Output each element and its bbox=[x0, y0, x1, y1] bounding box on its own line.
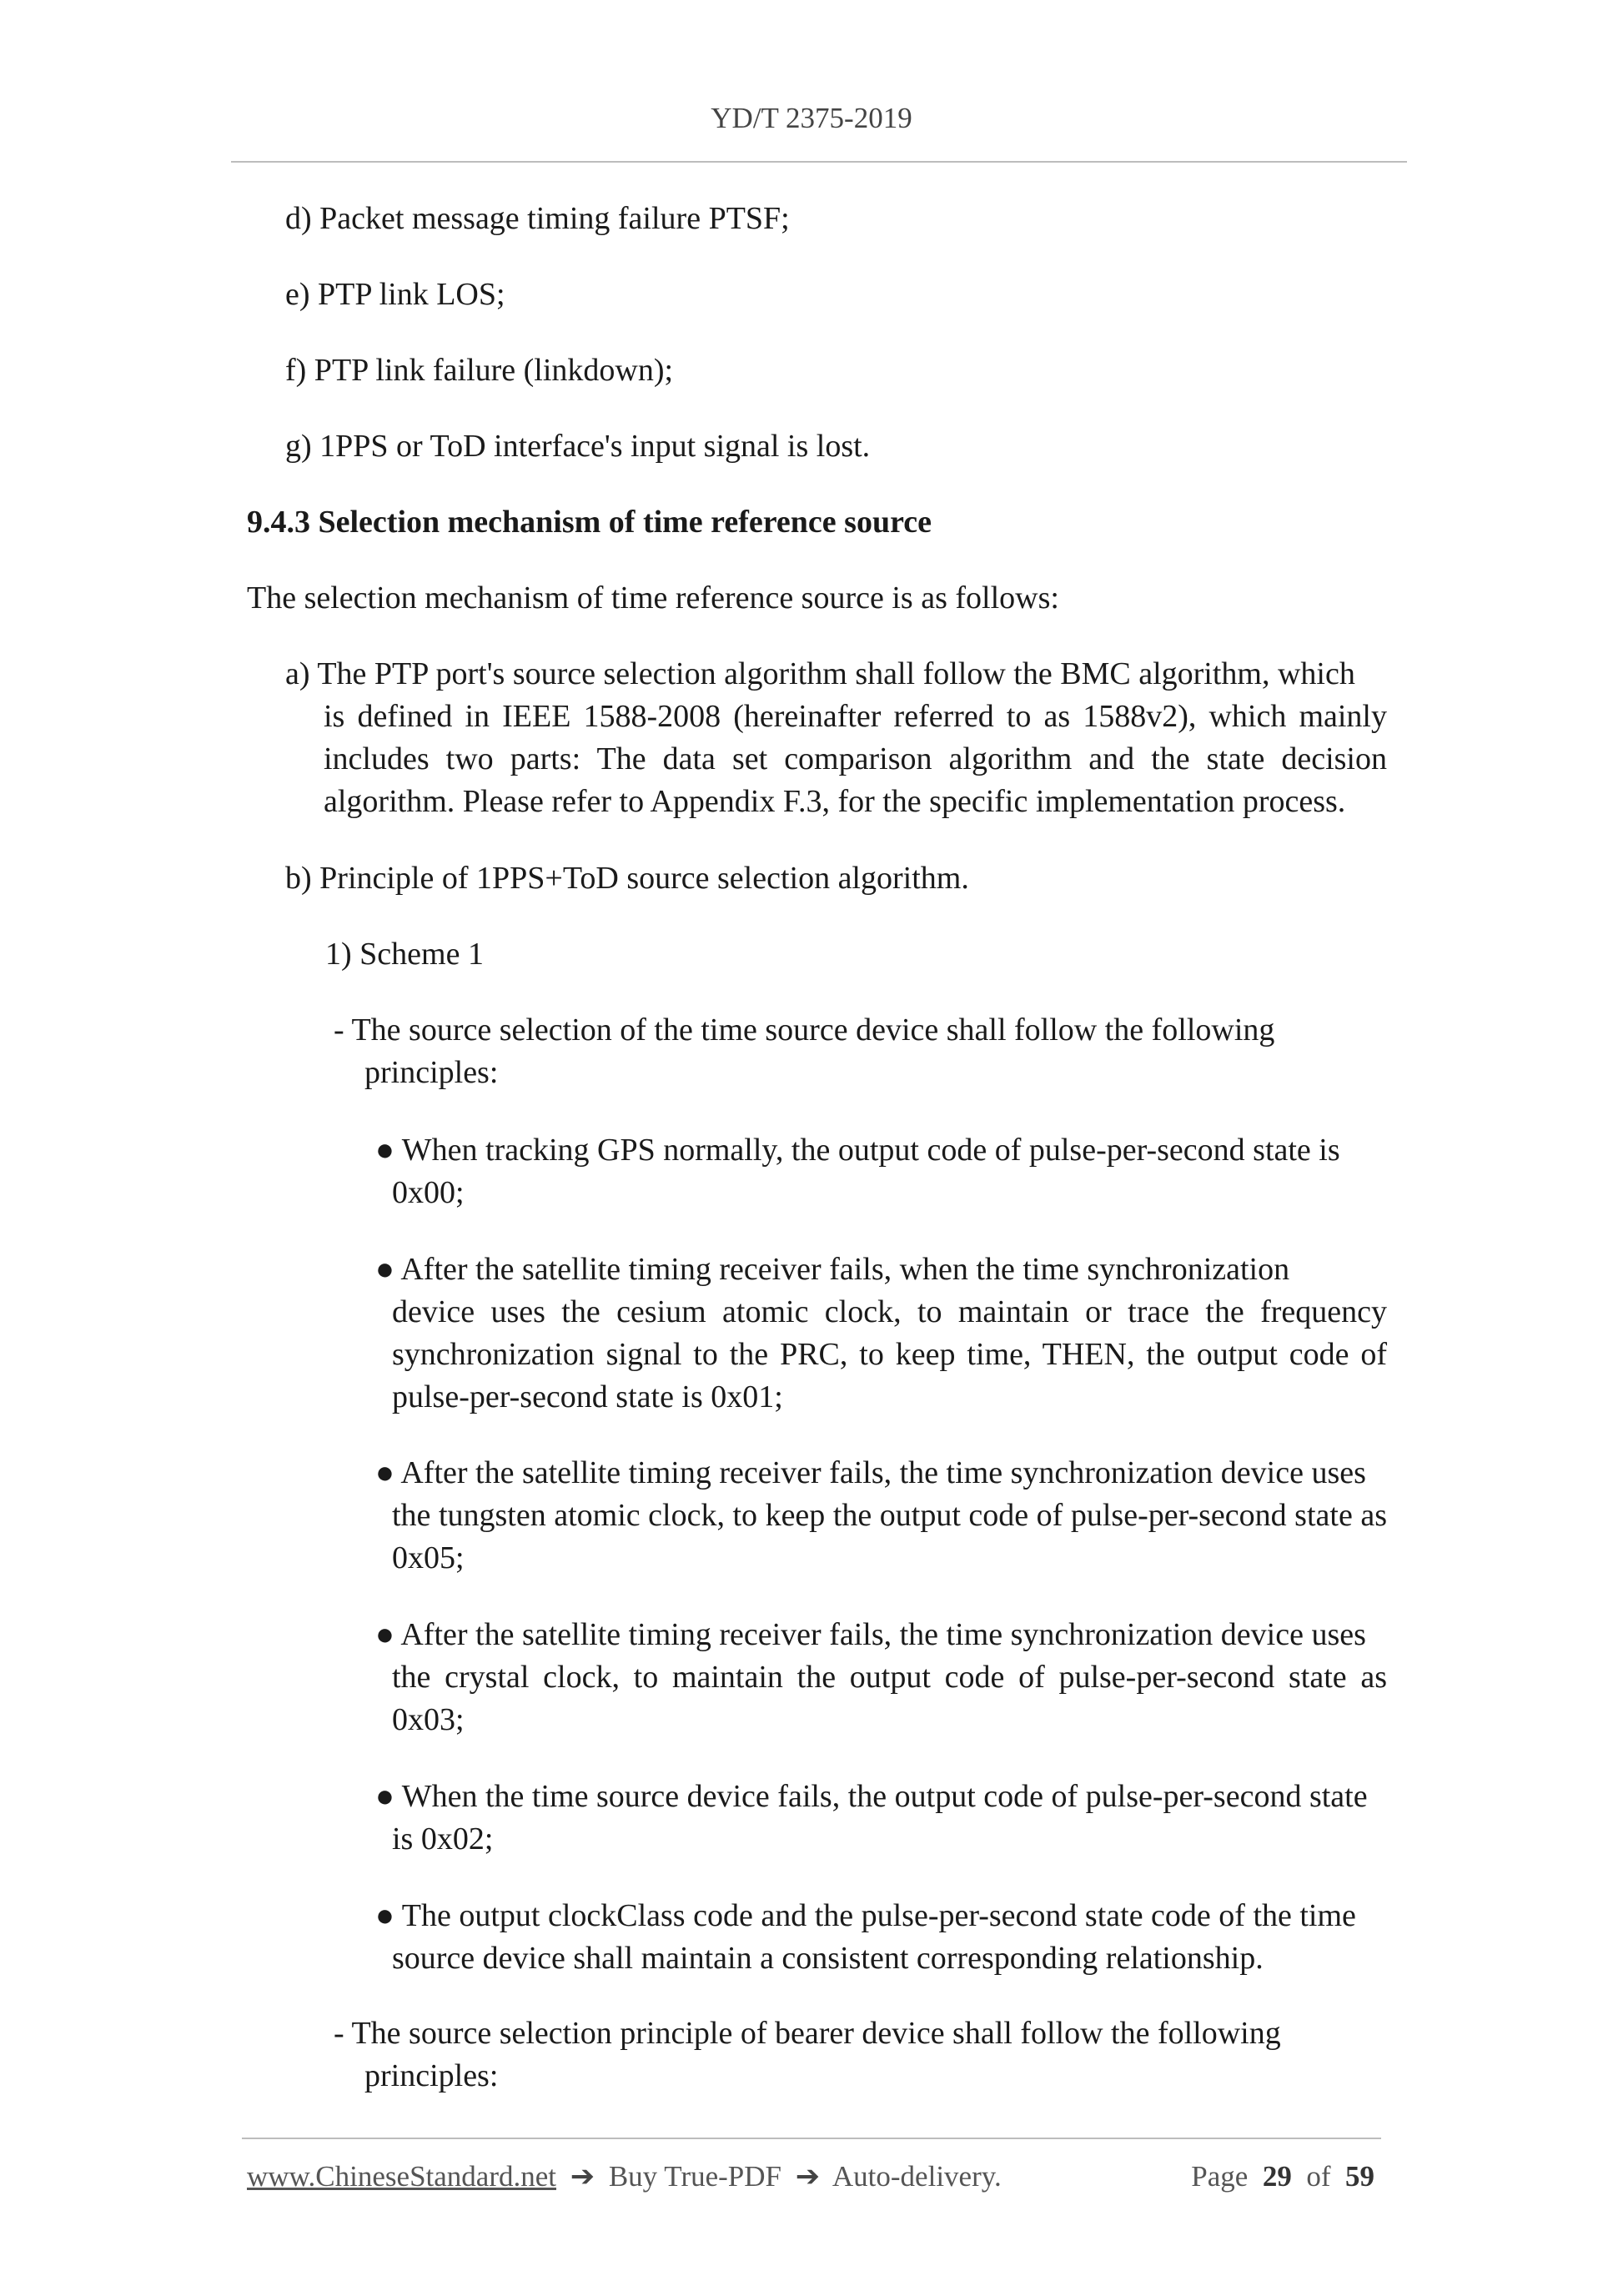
page-indicator bbox=[1191, 2160, 1374, 2193]
dash-item-time-source-second-line: principles: bbox=[364, 1055, 499, 1090]
bullet-1-first-line: ● When tracking GPS normally, the output code of pulse-per-second state is bbox=[375, 1133, 1340, 1168]
bullet-3-continuation: the tungsten atomic clock, to keep the output code of pulse-per-second state as 0x05; bbox=[392, 1498, 1387, 1575]
scheme-1-label: 1) Scheme 1 bbox=[325, 937, 484, 972]
list-item-e: e) PTP link LOS; bbox=[285, 277, 505, 312]
arrow-right-icon: ➔ bbox=[570, 2160, 595, 2193]
list-item-f: f) PTP link failure (linkdown); bbox=[285, 353, 674, 388]
footer-links bbox=[247, 2160, 1002, 2193]
bullet-4-first-line: ● After the satellite timing receiver fails, the time synchronization device uses bbox=[375, 1617, 1366, 1652]
bullet-2-first-line: ● After the satellite timing receiver fails, when the time synchronization bbox=[375, 1252, 1290, 1287]
auto-delivery-text: Auto-delivery. bbox=[832, 2160, 1002, 2193]
chinesestandard-link[interactable]: www.ChineseStandard.net bbox=[247, 2160, 556, 2193]
intro-paragraph: The selection mechanism of time reference source is as follows: bbox=[247, 580, 1059, 615]
bullet-2-continuation: device uses the cesium atomic clock, to maintain or trace the frequency synchronization signal to the PRC, to keep time, THEN, the output code of pulse-per-second state is 0x01; bbox=[392, 1294, 1387, 1414]
bullet-4-continuation: the crystal clock, to maintain the output code of pulse-per-second state as 0x03; bbox=[392, 1660, 1387, 1737]
page-label: Page bbox=[1191, 2160, 1249, 2193]
of-label: of bbox=[1306, 2160, 1331, 2193]
item-a-first-line: a) The PTP port's source selection algorithm shall follow the BMC algorithm, which bbox=[285, 656, 1355, 691]
bullet-3-first-line: ● After the satellite timing receiver fails, the time synchronization device uses bbox=[375, 1455, 1366, 1490]
bullet-1-continuation: 0x00; bbox=[392, 1175, 465, 1210]
page-number: 29 bbox=[1262, 2160, 1292, 2193]
section-heading: 9.4.3 Selection mechanism of time reference source bbox=[247, 505, 932, 540]
document-code: YD/T 2375-2019 bbox=[711, 102, 912, 134]
dash-item-time-source-first-line: - The source selection of the time source device shall follow the following bbox=[334, 1012, 1275, 1048]
buy-true-pdf-text: Buy True-PDF bbox=[608, 2160, 781, 2193]
dash-item-bearer-first-line: - The source selection principle of bearer device shall follow the following bbox=[334, 2016, 1281, 2051]
header-divider bbox=[231, 161, 1407, 163]
item-a-continuation: is defined in IEEE 1588-2008 (hereinafter referred to as 1588v2), which mainly includes two parts: The data set comparison algorithm and the state decision algorithm. Please refer to Appendix F.3, for the specific implementation process. bbox=[324, 699, 1387, 819]
bullet-5-continuation: is 0x02; bbox=[392, 1821, 494, 1856]
bullet-6-first-line: ● The output clockClass code and the pulse-per-second state code of the time bbox=[375, 1898, 1356, 1933]
bullet-6-continuation: source device shall maintain a consistent corresponding relationship. bbox=[392, 1941, 1264, 1976]
page-total: 59 bbox=[1345, 2160, 1374, 2193]
dash-item-bearer-second-line: principles: bbox=[364, 2058, 499, 2093]
bullet-5-first-line: ● When the time source device fails, the output code of pulse-per-second state bbox=[375, 1779, 1368, 1814]
item-b: b) Principle of 1PPS+ToD source selection algorithm. bbox=[285, 861, 969, 896]
footer-divider bbox=[242, 2138, 1381, 2139]
list-item-g: g) 1PPS or ToD interface's input signal is lost. bbox=[285, 429, 871, 464]
list-item-d: d) Packet message timing failure PTSF; bbox=[285, 201, 790, 236]
arrow-right-icon: ➔ bbox=[795, 2160, 821, 2193]
